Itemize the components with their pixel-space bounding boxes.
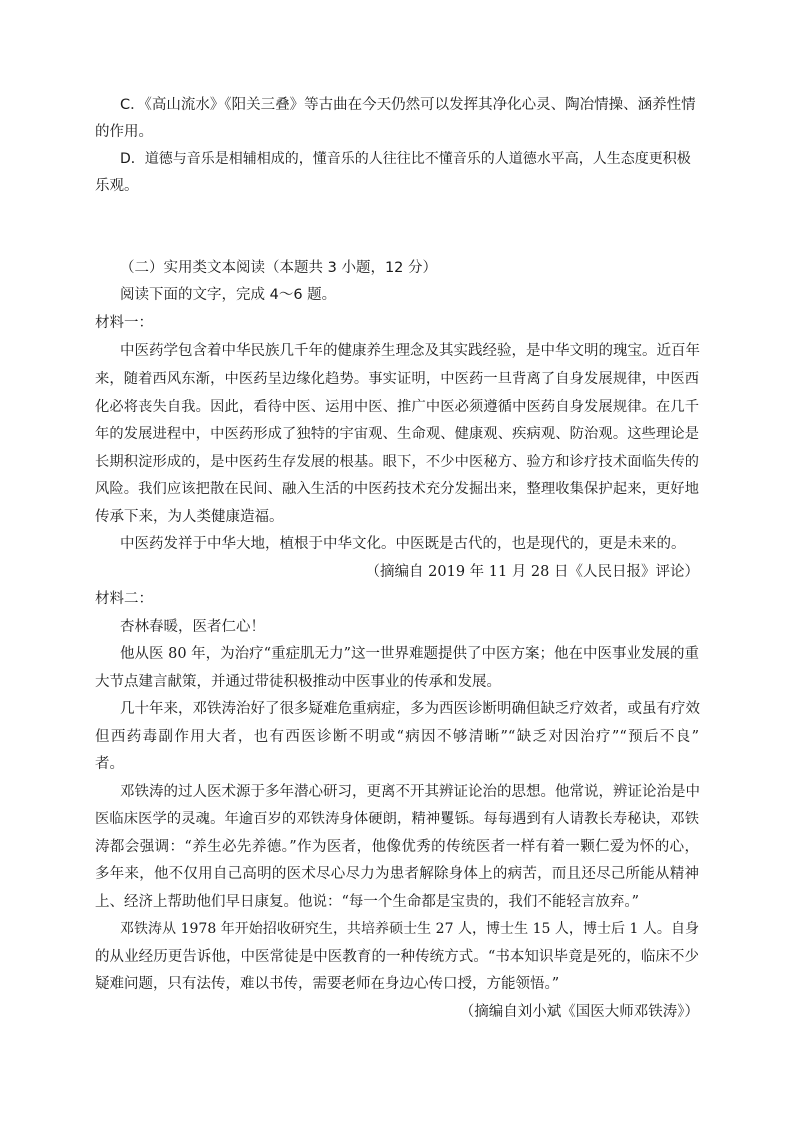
material-2-p4-line: 多年来，他不仅用自己高明的医术尽心尽力为患者解除身体上的病苦，而且还尽己所能从精神 [95, 866, 699, 882]
section-instruction: 阅读下面的文字，完成 4～6 题。 [120, 287, 337, 303]
material-1-p1-line: 风险。我们应该把散在民间、融入生活的中医药技术充分发掘出来，整理收集保护起来，更好地 [95, 481, 699, 497]
material-2-p3-line: 者。 [95, 756, 124, 772]
material-1-p1-line: 中医药学包含着中华民族几千年的健康养生理念及其实践经验，是中华文明的瑰宝。近百年 [120, 343, 700, 359]
material-1-p1-line: 化必将丧失自我。因此，看待中医、运用中医、推广中医必须遵循中医药自身发展规律。在几千 [95, 399, 699, 415]
material-2-label: 材料二： [95, 591, 153, 607]
option-d-line-2: 乐观。 [95, 178, 139, 194]
material-1-source: （摘编自 2019 年 11 月 28 日《人民日报》评论） [365, 564, 699, 580]
material-1-p1-line: 传承下来，为人类健康造福。 [95, 509, 284, 525]
material-2-p4-line: 邓铁涛的过人医术源于多年潜心研习，更离不开其辨证论治的思想。他常说，辨证论治是中 [120, 784, 700, 800]
material-2-p4-line: 涛都会强调：“养生必先养德。”作为医者，他像优秀的传统医者一样有着一颗仁爱为怀的心， [95, 839, 699, 855]
section-heading: （二）实用类文本阅读（本题共 3 小题，12 分） [120, 260, 438, 276]
option-d-line-1: D．道德与音乐是相辅相成的，懂音乐的人往往比不懂音乐的人道德水平高，人生态度更积极 [120, 151, 691, 167]
material-1-p1-line: 来，随着西风东渐，中医药呈边缘化趋势。事实证明，中医药一旦背离了自身发展规律，中医西 [95, 371, 699, 387]
material-1-p1-line: 年的发展进程中，中医药形成了独特的宇宙观、生命观、健康观、疾病观、防治观。这些理论是 [95, 426, 699, 442]
material-2-source: （摘编自刘小斌《国医大师邓铁涛》） [459, 1004, 699, 1020]
material-1-p1-line: 长期积淀形成的，是中医药生存发展的根基。眼下，不少中医秘方、验方和诊疗技术面临失传的 [95, 454, 699, 470]
material-1-p2: 中医药发祥于中华大地，植根于中华文化。中医既是古代的，也是现代的，更是未来的。 [120, 536, 686, 552]
material-2-p4-line: 医临床医学的灵魂。年逾百岁的邓铁涛身体硬朗，精神矍铄。每每遇到有人请教长寿秘诀，邓铁 [95, 811, 699, 827]
material-2-p2-line: 他从医 80 年，为治疗“重症肌无力”这一世界难题提供了中医方案；他在中医事业发展的重 [120, 646, 699, 662]
material-2-p2-line: 大节点建言献策，并通过带徒积极推动中医事业的传承和发展。 [95, 674, 501, 690]
material-2-p5-line: 疑难问题，只有法传，难以书传，需要老师在身边心传口授，方能领悟。” [95, 976, 560, 992]
material-2-p4-line: 上、经济上帮助他们早日康复。他说：“每一个生命都是宝贵的，我们不能轻言放弃。” [95, 894, 640, 910]
option-c-line-1: C．《高山流水》《阳关三叠》等古曲在今天仍然可以发挥其净化心灵、陶冶情操、涵养性情 [120, 97, 696, 113]
material-2-p5-line: 的从业经历更告诉他，中医常徒是中医教育的一种传统方式。“书本知识毕竟是死的，临床不少 [95, 949, 699, 965]
material-2-p3-line: 几十年来，邓铁涛治好了很多疑难危重病症，多为西医诊断明确但缺乏疗效者，或虽有疗效 [120, 701, 700, 717]
material-2-p5-line: 邓铁涛从 1978 年开始招收研究生，共培养硕士生 27 人，博士生 15 人，博士后 1 人。自身 [120, 921, 699, 937]
option-c-line-2: 的作用。 [95, 124, 153, 140]
material-1-label: 材料一： [95, 315, 153, 331]
material-2-p3-line: 但西药毒副作用大者，也有西医诊断不明或“病因不够清晰”“缺乏对因治疗”“预后不良” [95, 729, 699, 745]
material-2-p1: 杏林春暖，医者仁心！ [120, 619, 265, 635]
